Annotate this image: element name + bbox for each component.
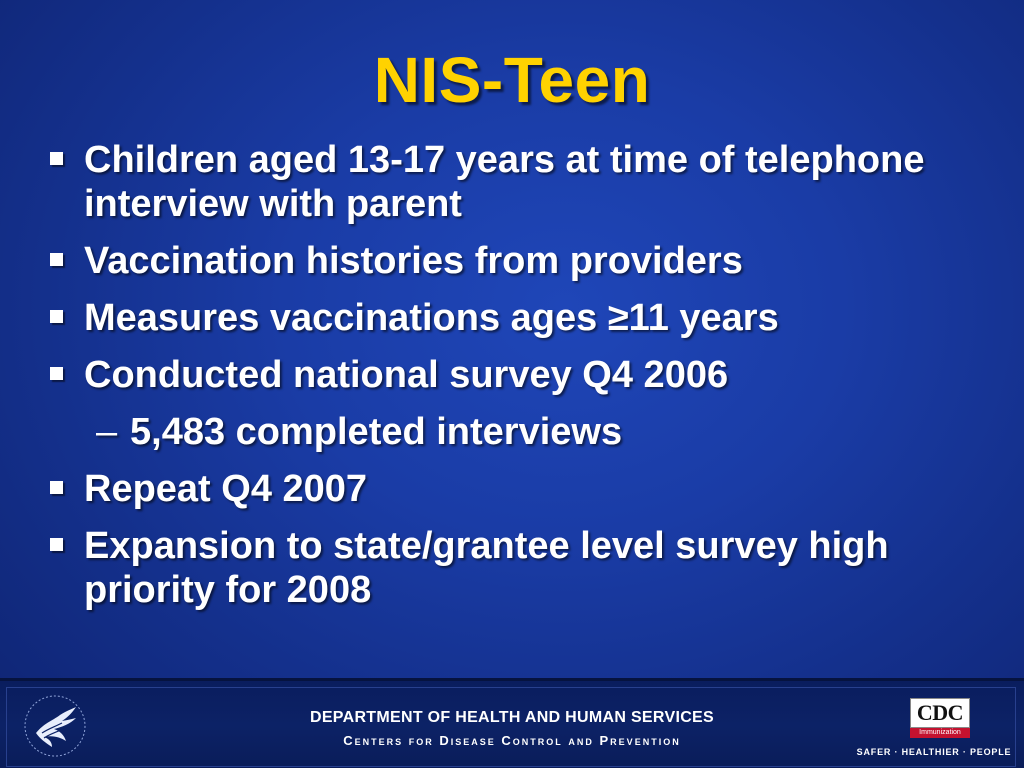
department-name: DEPARTMENT OF HEALTH AND HUMAN SERVICES bbox=[309, 709, 714, 726]
cdc-logo-icon bbox=[910, 698, 970, 742]
bullet-item bbox=[46, 239, 976, 283]
sub-bullet-text: 5,483 completed interviews bbox=[130, 411, 623, 453]
bullet-text: Repeat Q4 2007 bbox=[84, 468, 368, 510]
bullet-text: Conducted national survey Q4 2006 bbox=[84, 354, 729, 396]
bullet-item bbox=[46, 524, 976, 612]
slide-title: NIS-Teen bbox=[373, 44, 651, 116]
cdc-logo-band: Immunization bbox=[910, 728, 970, 738]
square-bullet-icon bbox=[50, 253, 63, 266]
bullet-item bbox=[46, 296, 976, 340]
square-bullet-icon bbox=[50, 481, 63, 494]
bullet-item bbox=[46, 138, 976, 226]
sub-bullet-item bbox=[46, 410, 976, 454]
bullet-text: Children aged 13-17 years at time of telephone interview with parent bbox=[84, 139, 925, 225]
bullet-text: Measures vaccinations ages ≥11 years bbox=[84, 297, 779, 339]
square-bullet-icon bbox=[50, 538, 63, 551]
square-bullet-icon bbox=[50, 152, 63, 165]
bullet-item bbox=[46, 353, 976, 397]
cdc-name: Centers for Disease Control and Prevention bbox=[343, 733, 681, 748]
square-bullet-icon bbox=[50, 367, 63, 380]
tagline: SAFER · HEALTHIER · PEOPLE bbox=[856, 747, 1012, 757]
square-bullet-icon bbox=[50, 310, 63, 323]
cdc-logo-text: CDC bbox=[910, 698, 970, 728]
dash-bullet-icon: – bbox=[96, 411, 118, 453]
bullet-text: Vaccination histories from providers bbox=[84, 240, 743, 282]
bullet-item bbox=[46, 467, 976, 511]
bullet-text: Expansion to state/grantee level survey high priority for 2008 bbox=[84, 525, 889, 611]
bullet-list bbox=[46, 138, 976, 625]
